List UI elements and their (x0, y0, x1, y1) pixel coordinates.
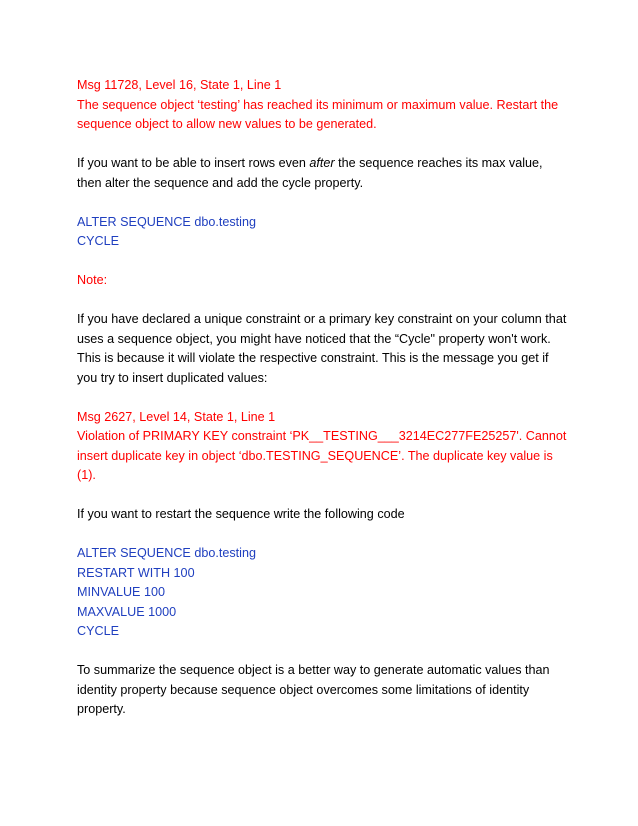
error-text-line: (1). (77, 468, 96, 482)
paragraph-line: If you have declared a unique constraint or a primary key constraint on your column that (77, 312, 567, 326)
error-message-2627 (77, 408, 587, 486)
paragraph-line: then alter the sequence and add the cycle property. (77, 175, 364, 190)
paragraph-text: If you want to be able to insert rows even (77, 156, 310, 170)
paragraph-line: This is because it will violate the respective constraint. This is the message you get if (77, 351, 549, 365)
paragraph-line (77, 154, 587, 174)
note-label: Note: (77, 273, 108, 287)
summary-paragraph (77, 661, 587, 720)
cycle-explanation-paragraph (77, 154, 587, 193)
error-text-line: sequence object to allow new values to be generated. (77, 117, 377, 131)
error-header: Msg 2627, Level 14, State 1, Line 1 (77, 409, 276, 424)
paragraph-line: uses a sequence object, you might have noticed that the “Cycle" property won't work. (77, 331, 551, 346)
paragraph-line: To summarize the sequence object is a better way to generate automatic values than (77, 663, 550, 677)
paragraph-line: identity property because sequence object overcomes some limitations of identity (77, 682, 530, 697)
code-line: RESTART WITH 100 (77, 565, 195, 580)
document-body (77, 76, 587, 739)
error-text-line: The sequence object ‘testing’ has reached its minimum or maximum value. Restart the (77, 97, 559, 112)
code-block-cycle (77, 213, 587, 252)
code-line: CYCLE (77, 624, 119, 638)
restart-paragraph: If you want to restart the sequence write the following code (77, 507, 405, 521)
emphasis-after: after (309, 156, 335, 170)
error-text-line: insert duplicate key in object ‘dbo.TESTING_SEQUENCE’. The duplicate key value is (77, 448, 553, 463)
paragraph-line: property. (77, 702, 126, 716)
constraint-note-paragraph (77, 310, 587, 388)
error-header: Msg 11728, Level 16, State 1, Line 1 (77, 78, 282, 92)
code-line: ALTER SEQUENCE dbo.testing (77, 214, 256, 229)
code-line: CYCLE (77, 234, 119, 248)
error-message-11728 (77, 76, 587, 135)
code-line: ALTER SEQUENCE dbo.testing (77, 546, 256, 560)
code-line: MINVALUE 100 (77, 585, 165, 599)
error-text-line: Violation of PRIMARY KEY constraint ‘PK__TESTING___3214EC277FE25257'. Cannot (77, 429, 567, 443)
code-block-restart (77, 544, 587, 642)
paragraph-line: you try to insert duplicated values: (77, 370, 268, 385)
code-line: MAXVALUE 1000 (77, 604, 177, 619)
paragraph-text: the sequence reaches its max value, (334, 156, 543, 170)
